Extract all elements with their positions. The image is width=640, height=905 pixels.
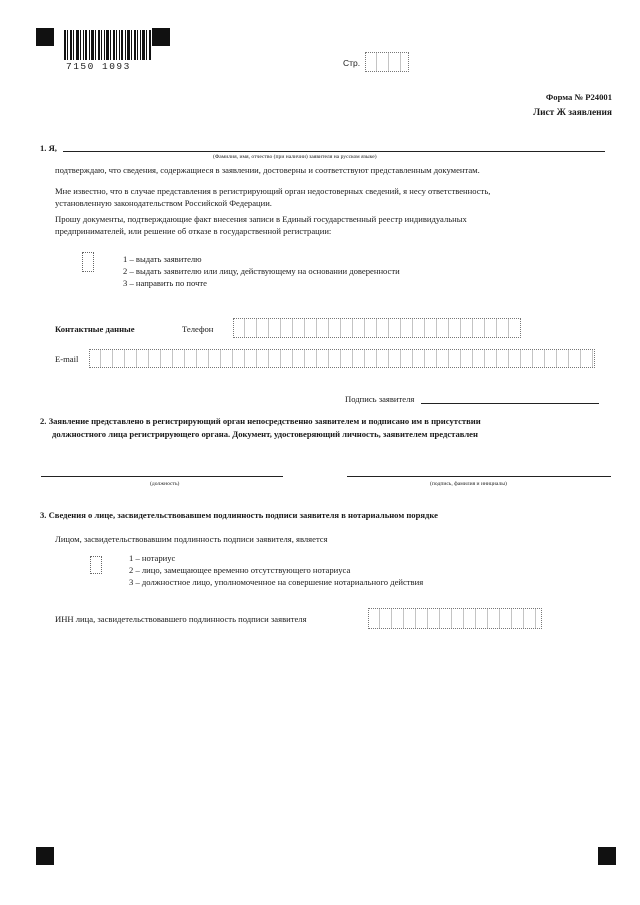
contacts-label: Контактные данные	[55, 324, 135, 334]
page-label: Стр.	[343, 58, 361, 68]
applicant-signature-line[interactable]	[421, 403, 599, 404]
section1-number: 1. Я,	[40, 143, 57, 153]
delivery-option-1: 1 – выдать заявителю	[123, 254, 202, 264]
official-signature-line[interactable]	[347, 476, 611, 477]
section2-text-2: должностного лица регистрирующего органа. Документ, удостоверяющий личность, заявителем представлен	[52, 429, 478, 439]
barcode-number: 7150 1093	[66, 61, 131, 72]
email-label: E-mail	[55, 354, 79, 364]
official-position-line[interactable]	[41, 476, 283, 477]
delivery-option-3: 3 – направить по почте	[123, 278, 207, 288]
section3-title: 3. Сведения о лице, засвидетельствовавшем подлинность подписи заявителя в нотариальном порядке	[40, 510, 438, 520]
notary-type-box[interactable]	[90, 556, 102, 574]
applicant-name-line[interactable]	[63, 151, 605, 152]
applicant-name-caption: (Фамилия, имя, отчество (при наличии) заявителя на русском языке)	[213, 154, 377, 160]
inn-input[interactable]	[368, 608, 542, 629]
signature-label: Подпись заявителя	[345, 394, 415, 404]
phone-label: Телефон	[182, 324, 214, 334]
section2-text-1: 2. Заявление представлено в регистрирующий орган непосредственно заявителем и подписано им в присутствии	[40, 416, 481, 426]
phone-input[interactable]	[233, 318, 521, 338]
request-text-1: Прошу документы, подтверждающие факт внесения записи в Единый государственный реестр индивидуальных	[55, 214, 467, 224]
delivery-option-2: 2 – выдать заявителю или лицу, действующему на основании доверенности	[123, 266, 400, 276]
notary-option-2: 2 – лицо, замещающее временно отсутствующего нотариуса	[129, 565, 351, 575]
inn-label: ИНН лица, засвидетельствовавшего подлинность подписи заявителя	[55, 614, 307, 624]
barcode	[64, 30, 152, 60]
liability-text-2: установленную законодательством Российской Федерации.	[55, 198, 272, 208]
notary-option-3: 3 – должностное лицо, уполномоченное на совершение нотариального действия	[129, 577, 424, 587]
position-caption: (должность)	[150, 481, 180, 487]
section3-intro: Лицом, засвидетельствовавшим подлинность подписи заявителя, является	[55, 534, 328, 544]
form-number: Форма № Р24001	[545, 92, 612, 102]
delivery-option-box[interactable]	[82, 252, 94, 272]
registration-mark-top-right	[152, 28, 170, 46]
registration-mark-top-left	[36, 28, 54, 46]
page-number-field[interactable]	[365, 52, 409, 72]
email-input[interactable]	[89, 349, 595, 368]
request-text-2: предпринимателей, или решение об отказе в государственной регистрации:	[55, 226, 332, 236]
sheet-name: Лист Ж заявления	[533, 108, 612, 118]
registration-mark-bottom-left	[36, 847, 54, 865]
signature-caption: (подпись, фамилия и инициалы)	[430, 481, 507, 487]
liability-text-1: Мне известно, что в случае представления в регистрирующий орган недостоверных сведений, я несу ответственность,	[55, 186, 491, 196]
registration-mark-bottom-right	[598, 847, 616, 865]
confirm-text: подтверждаю, что сведения, содержащиеся в заявлении, достоверны и соответствуют представленным документам.	[55, 165, 480, 175]
notary-option-1: 1 – нотариус	[129, 553, 176, 563]
